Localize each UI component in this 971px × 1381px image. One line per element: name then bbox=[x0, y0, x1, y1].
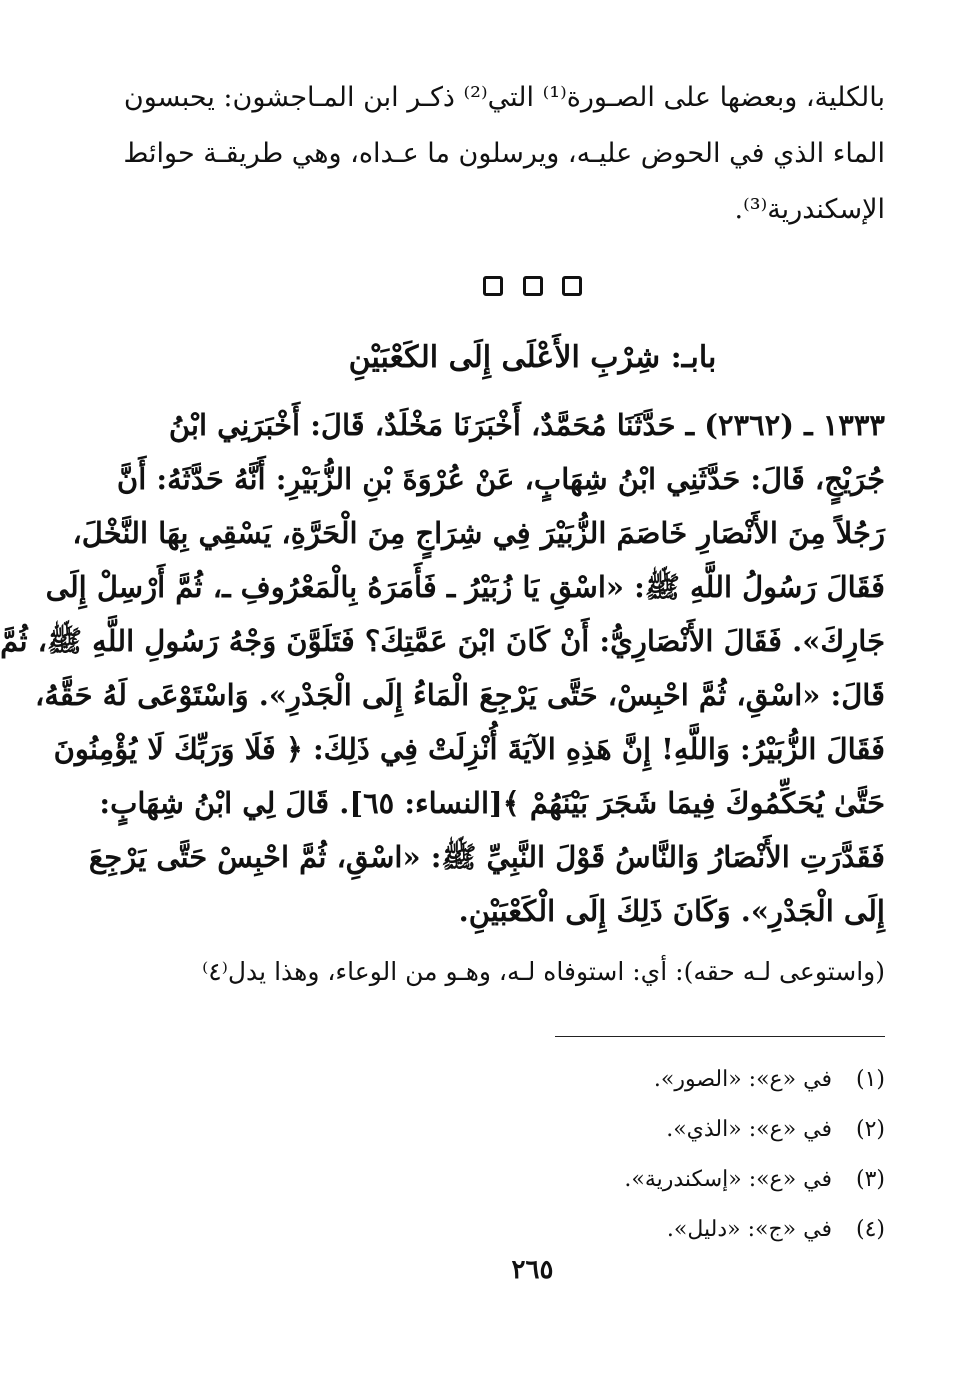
chapter-title: بابـ: شِرْبِ الأَعْلَى إِلَى الكَعْبَيْنِ bbox=[348, 340, 717, 375]
footnote-item bbox=[624, 1055, 885, 1105]
page-number: ٢٦٥ bbox=[511, 1255, 554, 1285]
footnote-item bbox=[624, 1205, 885, 1255]
section-divider-ornament bbox=[180, 276, 885, 306]
footnote-text: في «ع»: «الصور». bbox=[653, 1067, 832, 1092]
book-page bbox=[0, 70, 885, 1381]
intro-line: الماء الذي في الحوض عليـه، ويرسلون ما عـداه، وهي طريقـة حوائط bbox=[123, 138, 885, 169]
commentary-line: (واستوعى لـه حقه): أي: استوفاه لـه، وهـو من الوعاء، وهذا يدل⁽٤⁾ bbox=[202, 957, 885, 986]
hadith-line: فَقَالَ رَسُولُ اللَّهِ ﷺ: «اسْقِ يَا زُبَيْرُ ـ فَأَمَرَهُ بِالْمَعْرُوفِ ـ، ثُمَّ أَرْسِلْ إِلَى bbox=[45, 570, 885, 604]
footnote-number: (٣) bbox=[855, 1167, 885, 1192]
footnote-item bbox=[624, 1155, 885, 1205]
hadith-line: ١٣٣٣ ـ (٢٣٦٢) ـ حَدَّثَنَا مُحَمَّدٌ، أَخْبَرَنَا مَخْلَدٌ، قَالَ: أَخْبَرَنِي ابْنُ bbox=[168, 408, 885, 442]
footnote-item bbox=[624, 1105, 885, 1155]
square-ornament-icon bbox=[523, 276, 543, 296]
square-ornament-icon bbox=[562, 276, 582, 296]
footnote-number: (٤) bbox=[855, 1217, 885, 1242]
footnote-text: في «ج»: «دليل». bbox=[666, 1217, 832, 1242]
footnote-text: في «ع»: «إسكندرية». bbox=[624, 1167, 832, 1192]
footnote-number: (١) bbox=[855, 1067, 885, 1092]
intro-line: بالكلية، وبعضها على الصـورة⁽¹⁾ التي⁽²⁾ ذكـر ابن المـاجشون: يحبسون bbox=[123, 82, 885, 113]
hadith-line: جَارِكَ». فَقَالَ الأَنْصَارِيُّ: أَنْ كَانَ ابْنَ عَمَّتِكَ؟ فَتَلَوَّنَ وَجْهُ رَسُولِ اللَّهِ ﷺ، ثُمَّ bbox=[0, 624, 885, 658]
footnote-separator bbox=[555, 1036, 885, 1037]
footnote-text: في «ع»: «الذي». bbox=[666, 1117, 832, 1142]
square-ornament-icon bbox=[483, 276, 503, 296]
hadith-line: حَتَّىٰ يُحَكِّمُوكَ فِيمَا شَجَرَ بَيْنَهُمْ ﴾[النساء: ٦٥]. قَالَ لِي ابْنُ شِهَابٍ: bbox=[99, 786, 885, 820]
footnote-number: (٢) bbox=[855, 1117, 885, 1142]
hadith-line: فَقَدَّرَتِ الأَنْصَارُ وَالنَّاسُ قَوْلَ النَّبِيِّ ﷺ: «اسْقِ، ثُمَّ احْبِسْ حَتَّى يَرْجِعَ bbox=[88, 840, 885, 874]
hadith-line: قَالَ: «اسْقِ، ثُمَّ احْبِسْ، حَتَّى يَرْجِعَ الْمَاءُ إِلَى الْجَدْرِ». وَاسْتَوْعَى لَهُ حَقَّهُ، bbox=[35, 678, 885, 712]
hadith-line: فَقَالَ الزُّبَيْرُ: وَاللَّهِ! إِنَّ هَذِهِ الآيَةَ أُنْزِلَتْ فِي ذَلِكَ: ﴿ فَلَا وَرَبِّكَ لَا يُؤْمِنُونَ bbox=[53, 732, 885, 766]
hadith-text bbox=[0, 398, 885, 938]
hadith-line: إِلَى الْجَدْرِ». وَكَانَ ذَلِكَ إِلَى الْكَعْبَيْنِ. bbox=[458, 894, 885, 928]
intro-paragraph bbox=[123, 70, 885, 238]
hadith-line: جُرَيْجٍ، قَالَ: حَدَّثَنِي ابْنُ شِهَابٍ، عَنْ عُرْوَةَ بْنِ الزُّبَيْرِ: أَنَّهُ حَدَّثَهُ: أَنَّ bbox=[116, 462, 885, 496]
footnotes bbox=[624, 1055, 885, 1255]
intro-line: الإسكندرية⁽³⁾. bbox=[734, 194, 885, 225]
hadith-line: رَجُلاً مِنَ الأَنْصَارِ خَاصَمَ الزُّبَيْرَ فِي شِرَاجٍ مِنَ الْحَرَّةِ، يَسْقِي بِهَا النَّخْلَ، bbox=[72, 516, 885, 550]
